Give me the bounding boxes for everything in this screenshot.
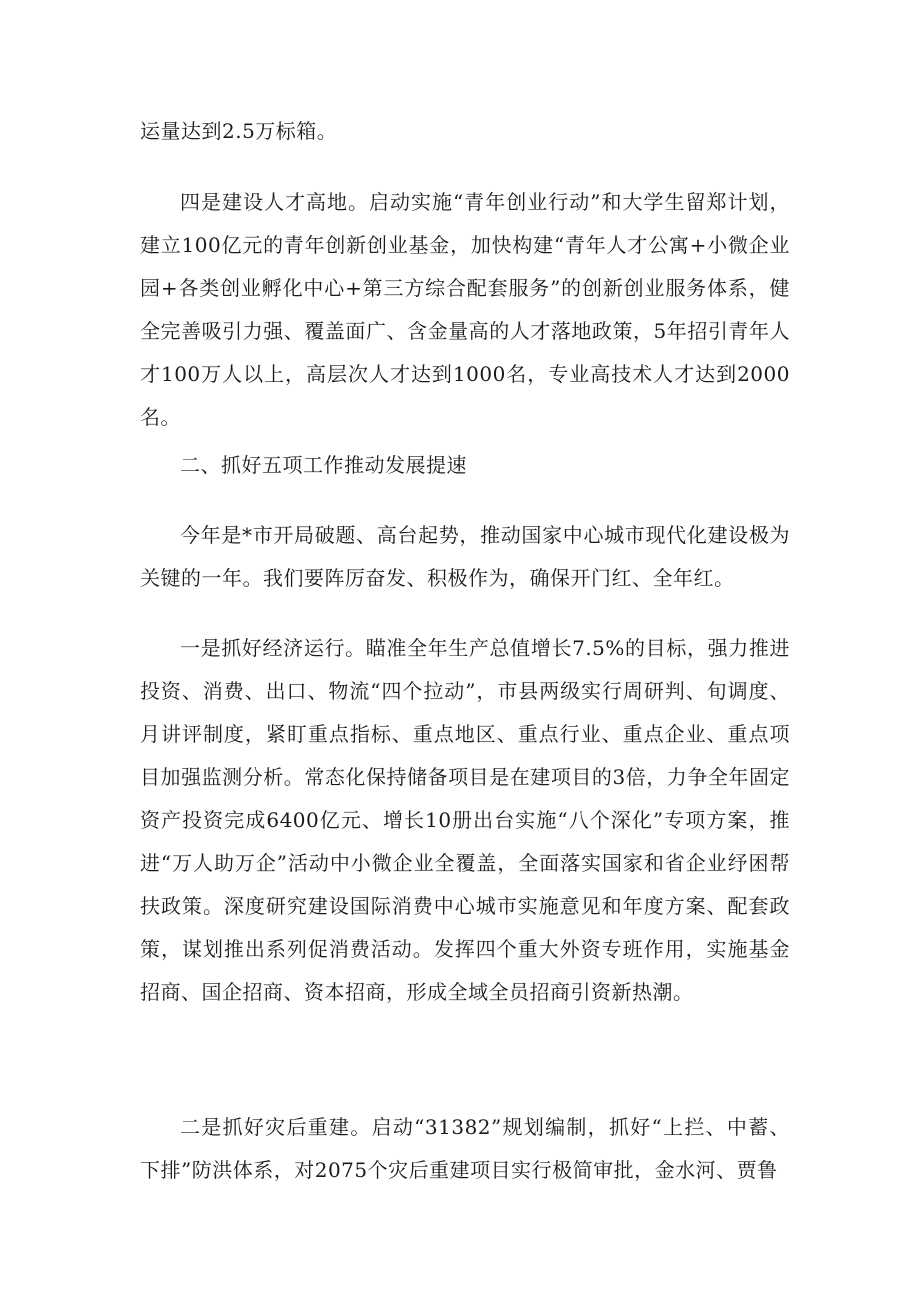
paragraph-disaster-reconstruction: 二是抓好灾后重建。启动“31382”规划编制，抓好“上拦、中蓄、下排”防洪体系，对2075个灾后重建项目实行极简审批，金水河、贾鲁: [140, 1115, 790, 1182]
section-heading: 二、抓好五项工作推动发展提速: [180, 453, 467, 477]
paragraph-continuation: 运量达到2.5万标箱。: [140, 119, 338, 143]
paragraph-talent-highland: 四是建设人才高地。启动实施“青年创业行动”和大学生留郑计划，建立100亿元的青年创新创业基金，加快构建“青年人才公寓+小微企业园+各类创业孵化中心+第三方综合配套服务”的创新创业服务体系，健全完善吸引力强、覆盖面广、含金量高的人才落地政策，5年招引青年人才100万人以上，高层次人才达到1000名，专业高技术人才达到2000名。: [140, 190, 790, 429]
paragraph-year-intro: 今年是*市开局破题、高台起势，推动国家中心城市现代化建设极为关键的一年。我们要阵厉奋发、积极作为，确保开门红、全年红。: [140, 523, 790, 590]
paragraph-economic-operation: 一是抓好经济运行。瞄准全年生产总值增长7.5%的目标，强力推进投资、消费、出口、物流“四个拉动”，市县两级实行周研判、旬调度、月讲评制度，紧盯重点指标、重点地区、重点行业、重点企业、重点项目加强监测分析。常态化保持储备项目是在建项目的3倍，力争全年固定资产投资完成6400亿元、增长10册出台实施“八个深化”专项方案，推进“万人助万企”活动中小微企业全覆盖，全面落实国家和省企业纾困帮扶政策。深度研究建设国际消费中心城市实施意见和年度方案、配套政策，谋划推出系列促消费活动。发挥四个重大外资专班作用，实施基金招商、国企招商、资本招商，形成全域全员招商引资新热潮。: [140, 636, 790, 1004]
